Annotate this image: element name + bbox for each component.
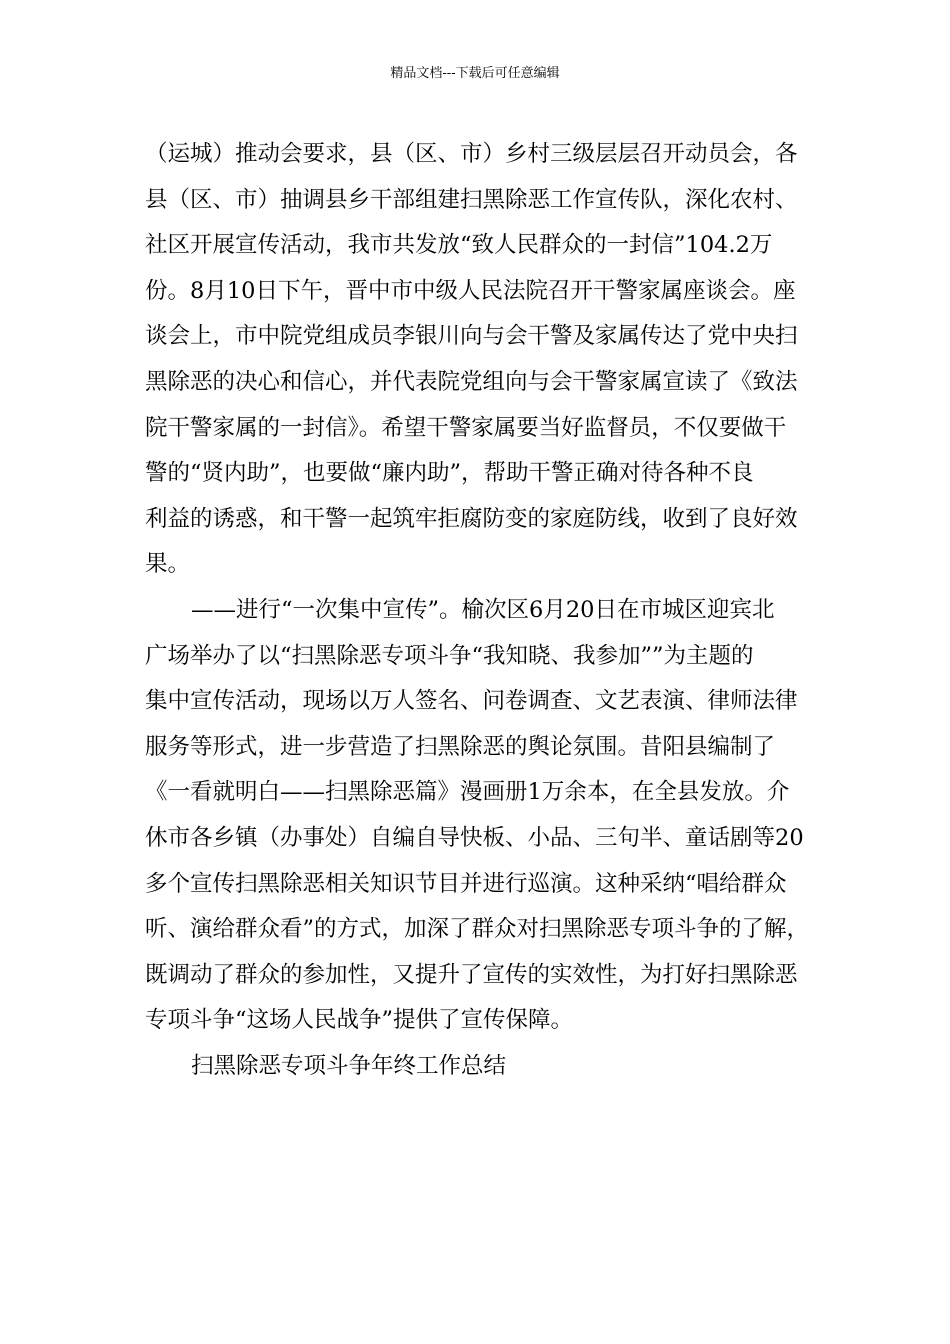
paragraph-line: 黑除恶的决心和信心，并代表院党组向与会干警家属宣读了《致法 <box>145 368 798 395</box>
page-header: 精品文档---下载后可任意编辑 <box>390 66 560 81</box>
paragraph-line: 警的“贤内助”，也要做“廉内助”，帮助干警正确对待各种不良 <box>145 460 754 487</box>
paragraph-line: （运城）推动会要求，县（区、市）乡村三级层层召开动员会，各 <box>145 141 798 167</box>
paragraph-line: 集中宣传活动，现场以万人签名、问卷调查、文艺表演、律师法律 <box>145 688 798 715</box>
paragraph-line: ——进行“一次集中宣传”。榆次区6月20日在市城区迎宾北 <box>191 596 775 623</box>
paragraph-line: 服务等形式，进一步营造了扫黑除恶的舆论氛围。昔阳县编制了 <box>145 733 776 760</box>
document-body <box>145 132 815 1089</box>
paragraph-line: 多个宣传扫黑除恶相关知识节目并进行巡演。这种采纳“唱给群众 <box>145 870 787 897</box>
paragraph-line: 《一看就明白——扫黑除恶篇》漫画册1万余本，在全县发放。介 <box>145 779 790 806</box>
paragraph-line: 社区开展宣传活动，我市共发放“致人民群众的一封信”104.2万 <box>145 232 773 259</box>
section-title: 扫黑除恶专项斗争年终工作总结 <box>191 1052 507 1079</box>
paragraph-line: 谈会上，市中院党组成员李银川向与会干警及家属传达了党中央扫 <box>145 323 798 350</box>
paragraph-line: 广场举办了以“扫黑除恶专项斗争“我知晓、我参加””为主题的 <box>145 642 754 669</box>
paragraph-line: 利益的诱惑，和干警一起筑牢拒腐防变的家庭防线，收到了良好效 <box>145 505 798 532</box>
paragraph-line: 专项斗争“这场人民战争”提供了宣传保障。 <box>145 1007 574 1034</box>
paragraph-line: 休市各乡镇（办事处）自编自导快板、小品、三句半、童话剧等20 <box>145 824 804 851</box>
paragraph-line: 院干警家属的一封信》。希望干警家属要当好监督员，不仅要做干 <box>145 414 787 441</box>
paragraph-line: 听、演给群众看”的方式，加深了群众对扫黑除恶专项斗争的了解， <box>145 916 810 943</box>
paragraph-line: 县（区、市）抽调县乡干部组建扫黑除恶工作宣传队，深化农村、 <box>145 186 798 213</box>
paragraph-line: 份。8月10日下午，晋中市中级人民法院召开干警家属座谈会。座 <box>145 277 796 304</box>
paragraph-line: 果。 <box>145 551 191 578</box>
paragraph-line: 既调动了群众的参加性，又提升了宣传的实效性，为打好扫黑除恶 <box>145 961 798 988</box>
